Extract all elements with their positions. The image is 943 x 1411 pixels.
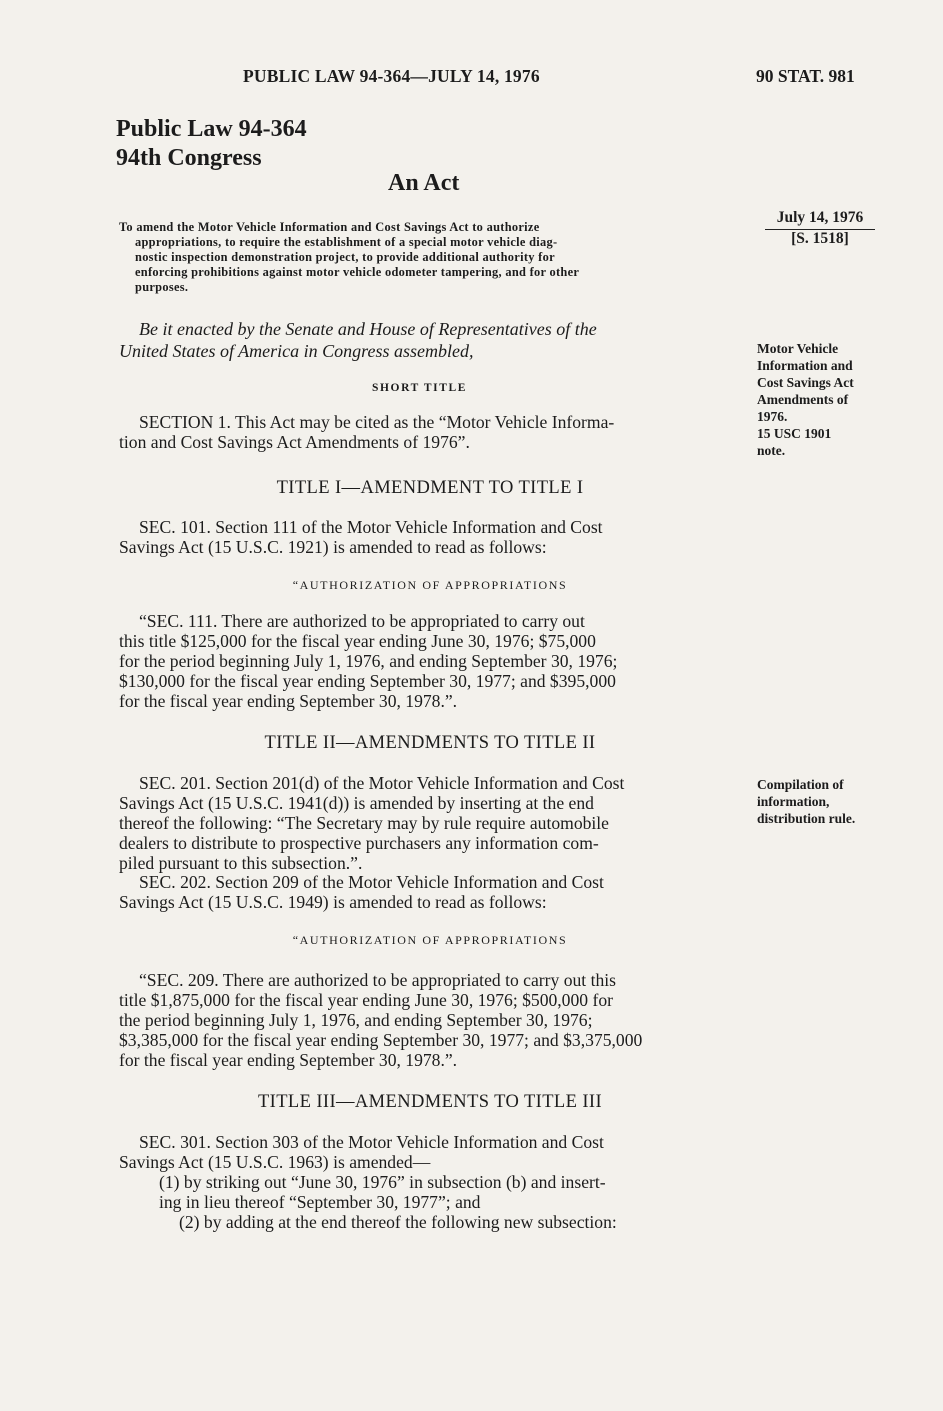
section-line: dealers to distribute to prospective purchasers any information com- — [119, 833, 599, 853]
margin-note-line: 1976. — [757, 409, 788, 424]
purpose-line: appropriations, to require the establishment of a special motor vehicle diag- — [135, 235, 558, 249]
public-law-number: Public Law 94-364 — [116, 116, 307, 142]
section-201 — [119, 773, 741, 873]
enacting-line: Be it enacted by the Senate and House of Representatives of the — [139, 319, 597, 339]
section-line: $3,385,000 for the fiscal year ending September 30, 1977; and $3,375,000 — [119, 1030, 643, 1050]
margin-note-line: Information and — [757, 358, 853, 373]
section-line: Savings Act (15 U.S.C. 1941(d)) is amended by inserting at the end — [119, 793, 594, 813]
enacting-clause — [119, 318, 741, 362]
section-line: SEC. 301. Section 303 of the Motor Vehicle Information and Cost — [139, 1132, 604, 1152]
section-line: this title $125,000 for the fiscal year ending June 30, 1976; $75,000 — [119, 631, 596, 651]
section-line: “SEC. 111. There are authorized to be appropriated to carry out — [139, 611, 585, 631]
section-line: title $1,875,000 for the fiscal year ending June 30, 1976; $500,000 for — [119, 990, 613, 1010]
an-act-heading: An Act — [388, 170, 460, 196]
section-line: $130,000 for the fiscal year ending September 30, 1977; and $395,000 — [119, 671, 616, 691]
section-line: Savings Act (15 U.S.C. 1963) is amended— — [119, 1152, 431, 1172]
purpose-line: purposes. — [135, 280, 189, 294]
section-line: thereof the following: “The Secretary may by rule require automobile — [119, 813, 609, 833]
section-101 — [119, 517, 741, 557]
section-line: tion and Cost Savings Act Amendments of 1976”. — [119, 432, 470, 452]
purpose-line: nostic inspection demonstration project, to provide additional authority for — [135, 250, 555, 264]
margin-note-line: Amendments of — [757, 392, 849, 407]
section-line: (2) by adding at the end thereof the following new subsection: — [179, 1212, 617, 1232]
authorization-caption: “AUTHORIZATION OF APPROPRIATIONS — [292, 578, 568, 592]
section-line: for the period beginning July 1, 1976, and ending September 30, 1976; — [119, 651, 618, 671]
bill-number: [S. 1518] — [791, 230, 849, 247]
section-1 — [119, 412, 741, 452]
section-line: for the fiscal year ending September 30, 1978.”. — [119, 1050, 458, 1070]
section-line: (1) by striking out “June 30, 1976” in subsection (b) and insert- — [159, 1172, 606, 1192]
margin-note-line: Compilation of — [757, 777, 844, 792]
title-i-heading: TITLE I—AMENDMENT TO TITLE I — [276, 478, 584, 498]
margin-note-line: distribution rule. — [757, 811, 856, 826]
margin-note-line: Motor Vehicle — [757, 341, 839, 356]
section-301 — [119, 1132, 741, 1232]
short-title-caption: SHORT TITLE — [372, 382, 468, 394]
section-line: piled pursuant to this subsection.”. — [119, 853, 363, 873]
section-line: the period beginning July 1, 1976, and ending September 30, 1976; — [119, 1010, 593, 1030]
margin-note-line: information, — [757, 794, 830, 809]
section-202 — [119, 872, 741, 912]
section-line: for the fiscal year ending September 30, 1978.”. — [119, 691, 458, 711]
approval-date: July 14, 1976 — [776, 209, 864, 226]
section-111 — [119, 611, 741, 711]
margin-note-short-title — [757, 340, 887, 459]
margin-note-compilation — [757, 776, 887, 827]
running-head: PUBLIC LAW 94-364—JULY 14, 1976 — [243, 66, 540, 86]
title-ii-heading: TITLE II—AMENDMENTS TO TITLE II — [264, 733, 596, 753]
section-line: Savings Act (15 U.S.C. 1949) is amended to read as follows: — [119, 892, 547, 912]
section-209 — [119, 970, 741, 1070]
margin-note-line: note. — [757, 443, 786, 458]
purpose-line: To amend the Motor Vehicle Information and Cost Savings Act to authorize — [119, 220, 540, 234]
authorization-caption: “AUTHORIZATION OF APPROPRIATIONS — [292, 933, 568, 947]
congress-number: 94th Congress — [116, 145, 262, 171]
section-line: SEC. 201. Section 201(d) of the Motor Vehicle Information and Cost — [139, 773, 625, 793]
margin-date-block — [765, 209, 875, 248]
act-purpose — [119, 220, 741, 295]
stat-page-number: 90 STAT. 981 — [756, 66, 855, 86]
enacting-line: United States of America in Congress assembled, — [119, 341, 474, 361]
section-line: “SEC. 209. There are authorized to be appropriated to carry out this — [139, 970, 616, 990]
margin-note-line: Cost Savings Act — [757, 375, 854, 390]
section-line: SEC. 202. Section 209 of the Motor Vehicle Information and Cost — [139, 872, 604, 892]
title-iii-heading: TITLE III—AMENDMENTS TO TITLE III — [257, 1092, 603, 1112]
purpose-line: enforcing prohibitions against motor vehicle odometer tampering, and for other — [135, 265, 580, 279]
section-line: SECTION 1. This Act may be cited as the “Motor Vehicle Informa- — [139, 412, 615, 432]
margin-note-line: 15 USC 1901 — [757, 426, 832, 441]
section-line: ing in lieu thereof “September 30, 1977”; and — [159, 1192, 481, 1212]
section-line: SEC. 101. Section 111 of the Motor Vehicle Information and Cost — [139, 517, 603, 537]
section-line: Savings Act (15 U.S.C. 1921) is amended to read as follows: — [119, 537, 547, 557]
